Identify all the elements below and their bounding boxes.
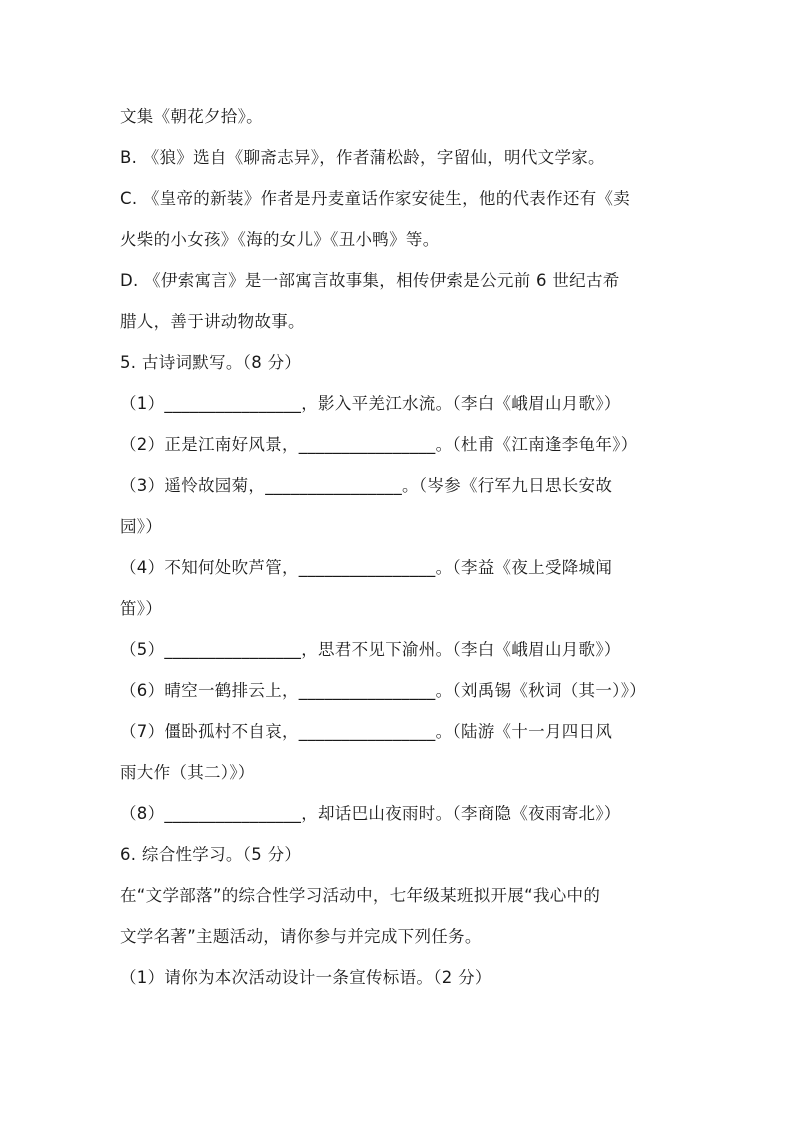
- poetry-blank-2: （2）正是江南好风景，________________。（杜甫《江南逢李龟年》）: [120, 435, 638, 454]
- document-page: [120, 96, 690, 998]
- poetry-blank-3-continued: 园》）: [120, 517, 163, 536]
- poetry-blank-5: （5）________________，思君不见下渝州。（李白《峨眉山月歌》）: [120, 640, 621, 659]
- question-6-intro-continued: 文学名著”主题活动，请你参与并完成下列任务。: [120, 927, 482, 946]
- question-6-task-1: （1）请你为本次活动设计一条宣传标语。（2 分）: [120, 968, 492, 987]
- question-6-intro: 在“文学部落”的综合性学习活动中，七年级某班拟开展“我心中的: [120, 886, 601, 905]
- option-b: B. 《狼》选自《聊斋志异》，作者蒲松龄，字留仙，明代文学家。: [120, 148, 605, 167]
- option-c: C. 《皇帝的新装》作者是丹麦童话作家安徒生，他的代表作还有《卖: [120, 189, 631, 208]
- text-line: 文集《朝花夕拾》。: [120, 107, 263, 126]
- option-d-continued: 腊人，善于讲动物故事。: [120, 312, 305, 331]
- poetry-blank-8: （8）________________，却话巴山夜雨时。（李商隐《夜雨寄北》）: [120, 804, 621, 823]
- option-c-continued: 火柴的小女孩》《海的女儿》《丑小鸭》等。: [120, 230, 440, 249]
- poetry-blank-7: （7）僵卧孤村不自哀，________________。（陆游《十一月四日风: [120, 722, 613, 741]
- poetry-blank-4-continued: 笛》）: [120, 599, 163, 618]
- poetry-blank-3: （3）遥怜故园菊，________________。（岑参《行军九日思长安故: [120, 476, 613, 495]
- question-6-heading: 6. 综合性学习。（5 分）: [120, 845, 302, 864]
- poetry-blank-1: （1）________________，影入平羌江水流。（李白《峨眉山月歌》）: [120, 394, 621, 413]
- question-5-heading: 5. 古诗词默写。（8 分）: [120, 353, 302, 372]
- option-d: D. 《伊索寓言》是一部寓言故事集，相传伊索是公元前 6 世纪古希: [120, 271, 620, 290]
- poetry-blank-6: （6）晴空一鹤排云上，________________。（刘禹锡《秋词（其一）》）: [120, 681, 647, 700]
- poetry-blank-4: （4）不知何处吹芦管，________________。（李益《夜上受降城闻: [120, 558, 613, 577]
- poetry-blank-7-continued: 雨大作（其二）》）: [120, 763, 255, 782]
